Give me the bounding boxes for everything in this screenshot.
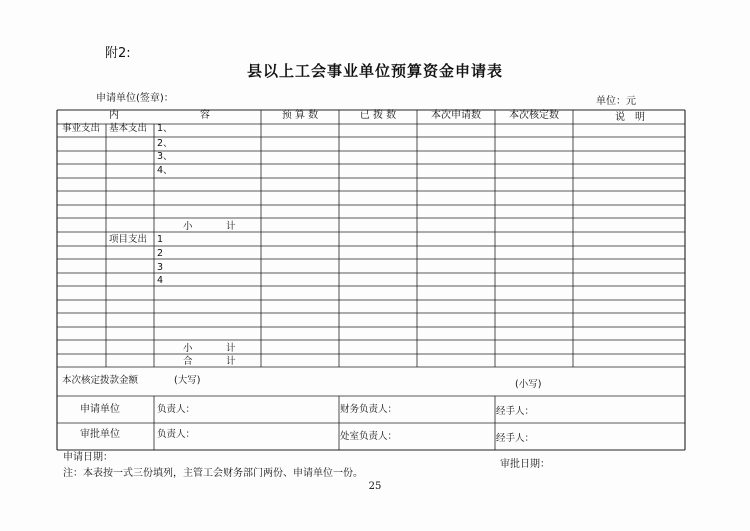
project-item-1: 1	[157, 234, 164, 245]
header-requested: 本次申请数	[431, 110, 481, 121]
header-content-right: 容	[200, 110, 210, 121]
header-remarks: 说 明	[615, 112, 645, 123]
uppercase-amount-label: (大写)	[174, 375, 201, 386]
page-number: 25	[368, 481, 382, 492]
header-allocated: 已 拨 数	[359, 110, 397, 121]
apply-handler-label: 经手人：	[496, 406, 535, 417]
subtotal-2-right: 计	[226, 343, 236, 354]
project-expense-label: 项目支出	[109, 234, 148, 245]
project-item-2: 2	[157, 248, 164, 259]
office-person-label: 处室负责人：	[340, 431, 398, 442]
basic-item-4: 4、	[157, 165, 173, 176]
subtotal-1-right: 计	[226, 221, 236, 232]
header-approved: 本次核定数	[509, 110, 559, 121]
header-content-left: 内	[109, 110, 119, 121]
basic-expense-label: 基本支出	[109, 123, 148, 134]
approve-handler-label: 经手人：	[496, 433, 535, 444]
total-right: 计	[226, 356, 236, 367]
apply-date-label: 申请日期：	[63, 452, 113, 463]
subtotal-2-left: 小	[183, 343, 193, 354]
approve-date-label: 审批日期：	[500, 459, 550, 470]
approved-amount-label: 本次核定拨款金额	[62, 375, 139, 386]
total-left: 合	[183, 356, 193, 367]
header-budget: 预 算 数	[281, 110, 319, 121]
footnote: 注：本表按一式三份填列，主管工会财务部门两份、申请单位一份。	[63, 468, 363, 479]
attachment-label: 附2:	[105, 46, 131, 61]
form-title: 县以上工会事业单位预算资金申请表	[246, 62, 503, 80]
approve-unit-label: 审批单位	[80, 429, 120, 440]
currency-unit-label: 单位：元	[596, 96, 636, 107]
basic-item-3: 3、	[157, 151, 173, 162]
lowercase-amount-label: (小写)	[515, 379, 542, 390]
apply-person-in-charge: 负责人：	[157, 404, 196, 415]
project-item-4: 4	[157, 275, 164, 286]
apply-unit-label: 申请单位	[80, 404, 120, 415]
basic-item-1: 1、	[157, 123, 173, 134]
subtotal-1-left: 小	[183, 221, 193, 232]
approve-person-in-charge: 负责人：	[157, 429, 196, 440]
applicant-unit-label: 申请单位(签章)：	[96, 93, 174, 104]
finance-person-label: 财务负责人：	[340, 404, 398, 415]
project-item-3: 3	[157, 262, 164, 273]
basic-item-2: 2、	[157, 138, 173, 149]
category-label: 事业支出	[62, 123, 101, 134]
